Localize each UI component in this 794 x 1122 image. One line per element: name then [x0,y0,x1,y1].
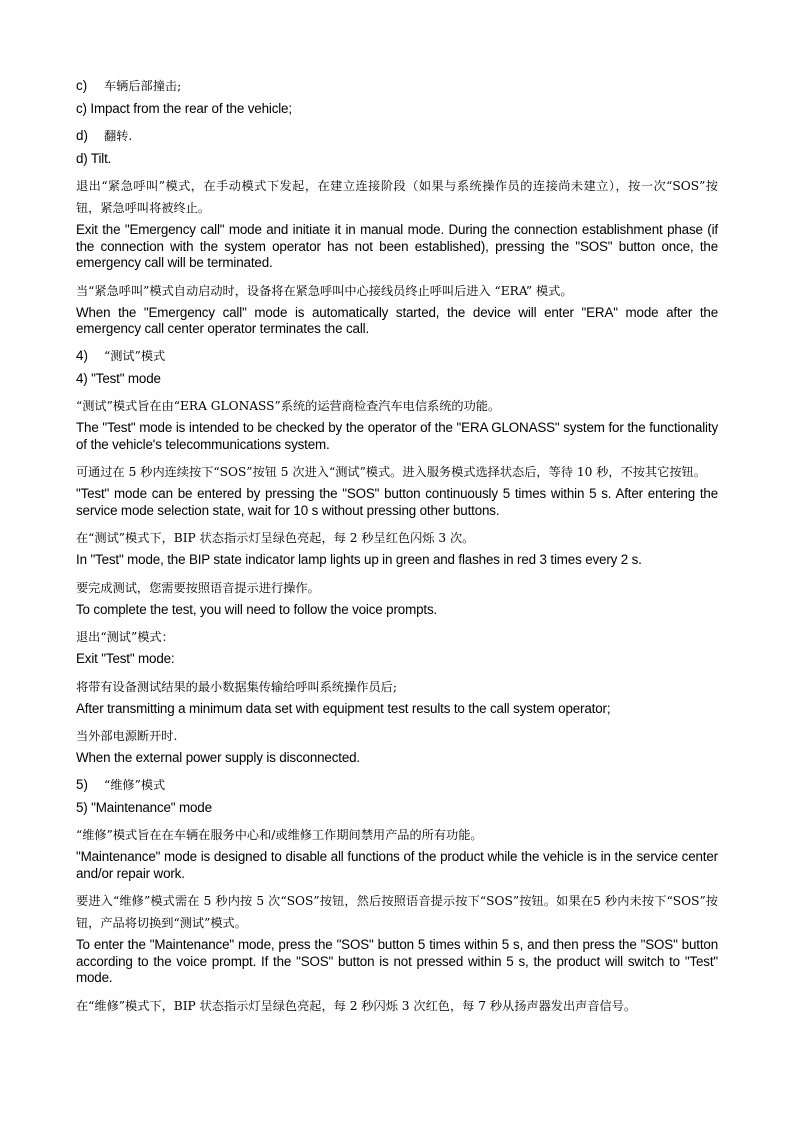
english-paragraph: c) Impact from the rear of the vehicle; [76,101,292,116]
chinese-paragraph: 在“维修”模式下，BIP 状态指示灯呈绿色亮起，每 2 秒闪烁 3 次红色，每 7 秒从扬声器发出声音信号。 [76,998,637,1013]
document-body [76,76,718,1017]
english-paragraph: 4) "Test" mode [76,370,161,386]
chinese-paragraph: 退出“紧急呼叫”模式，在手动模式下发起，在建立连接阶段（如果与系统操作员的连接尚未建立），按一次“SOS”按钮，紧急呼叫将被终止。 [76,179,718,215]
english-paragraph: d) Tilt. [76,150,112,166]
chinese-paragraph: 要进入“维修”模式需在 5 秒内按 5 次“SOS”按钮，然后按照语音提示按下“SOS”按钮。如果在5 秒内未按下“SOS”按钮，产品将切换到“测试”模式。 [76,894,718,930]
list-item [76,76,718,96]
list-marker: d) [76,127,88,143]
chinese-paragraph: 可通过在 5 秒内连续按下“SOS”按钮 5 次进入“测试”模式。进入服务模式选择状态后，等待 10 秒，不按其它按钮。 [76,465,706,479]
chinese-paragraph: 将带有设备测试结果的最小数据集传输给呼叫系统操作员后; [76,679,397,694]
document-page [76,76,718,1020]
list-marker: 4) [76,347,88,363]
list-item [76,126,718,146]
english-paragraph: After transmitting a minimum data set with equipment test results to the call system operator; [76,700,611,716]
english-paragraph: 5) "Maintenance" mode [76,799,212,815]
english-paragraph: The "Test" mode is intended to be checked by the operator of the "ERA GLONASS" system for the functionality of the vehicle's telecommunications system. [76,420,718,452]
english-paragraph: "Maintenance" mode is designed to disable all functions of the product while the vehicle is in the service center and/or repair work. [76,849,718,881]
english-paragraph: Exit "Test" mode: [76,651,175,666]
english-paragraph: When the "Emergency call" mode is automatically started, the device will enter "ERA" mode after the emergency call center operator terminates the call. [76,304,718,336]
list-item [76,775,718,795]
list-item [76,346,718,366]
english-paragraph: Exit the "Emergency call" mode and initiate it in manual mode. During the connection establishment phase (if the connection with the system operator has not been established), pressing the "SOS" button once, the emergency call will be terminated. [76,222,718,270]
chinese-paragraph: 在“测试”模式下，BIP 状态指示灯呈绿色亮起，每 2 秒呈红色闪烁 3 次。 [76,531,475,545]
list-item-text: 翻转. [104,128,133,143]
list-item-text: “维修”模式 [104,777,166,792]
chinese-paragraph: “维修”模式旨在在车辆在服务中心和/或维修工作期间禁用产品的所有功能。 [76,828,483,842]
list-item-text: “测试”模式 [104,348,166,363]
english-paragraph: To complete the test, you will need to follow the voice prompts. [76,601,438,617]
list-marker: 5) [76,776,88,792]
chinese-paragraph: 当外部电源断开时. [76,729,178,743]
list-marker: c) [76,78,88,93]
list-item-text: 车辆后部撞击; [104,79,182,93]
chinese-paragraph: 当“紧急呼叫”模式自动启动时，设备将在紧急呼叫中心接线员终止呼叫后进入 “ERA” 模式。 [76,283,573,298]
english-paragraph: In "Test" mode, the BIP state indicator lamp lights up in green and flashes in red 3 times every 2 s. [76,552,642,567]
english-paragraph: "Test" mode can be entered by pressing the "SOS" button continuously 5 times within 5 s. After entering the service mode selection state, wait for 10 s without pressing other buttons. [76,486,718,518]
english-paragraph: To enter the "Maintenance" mode, press the "SOS" button 5 times within 5 s, and then press the "SOS" button according to the voice prompt. If the "SOS" button is not pressed within 5 s, the product will switch to "Test" mode. [76,937,718,985]
chinese-paragraph: 要完成测试，您需要按照语音提示进行操作。 [76,580,320,595]
chinese-paragraph: 退出“测试”模式： [76,630,174,644]
english-paragraph: When the external power supply is disconnected. [76,750,360,765]
chinese-paragraph: “测试”模式旨在由“ERA GLONASS”系统的运营商检查汽车电信系统的功能。 [76,399,501,413]
